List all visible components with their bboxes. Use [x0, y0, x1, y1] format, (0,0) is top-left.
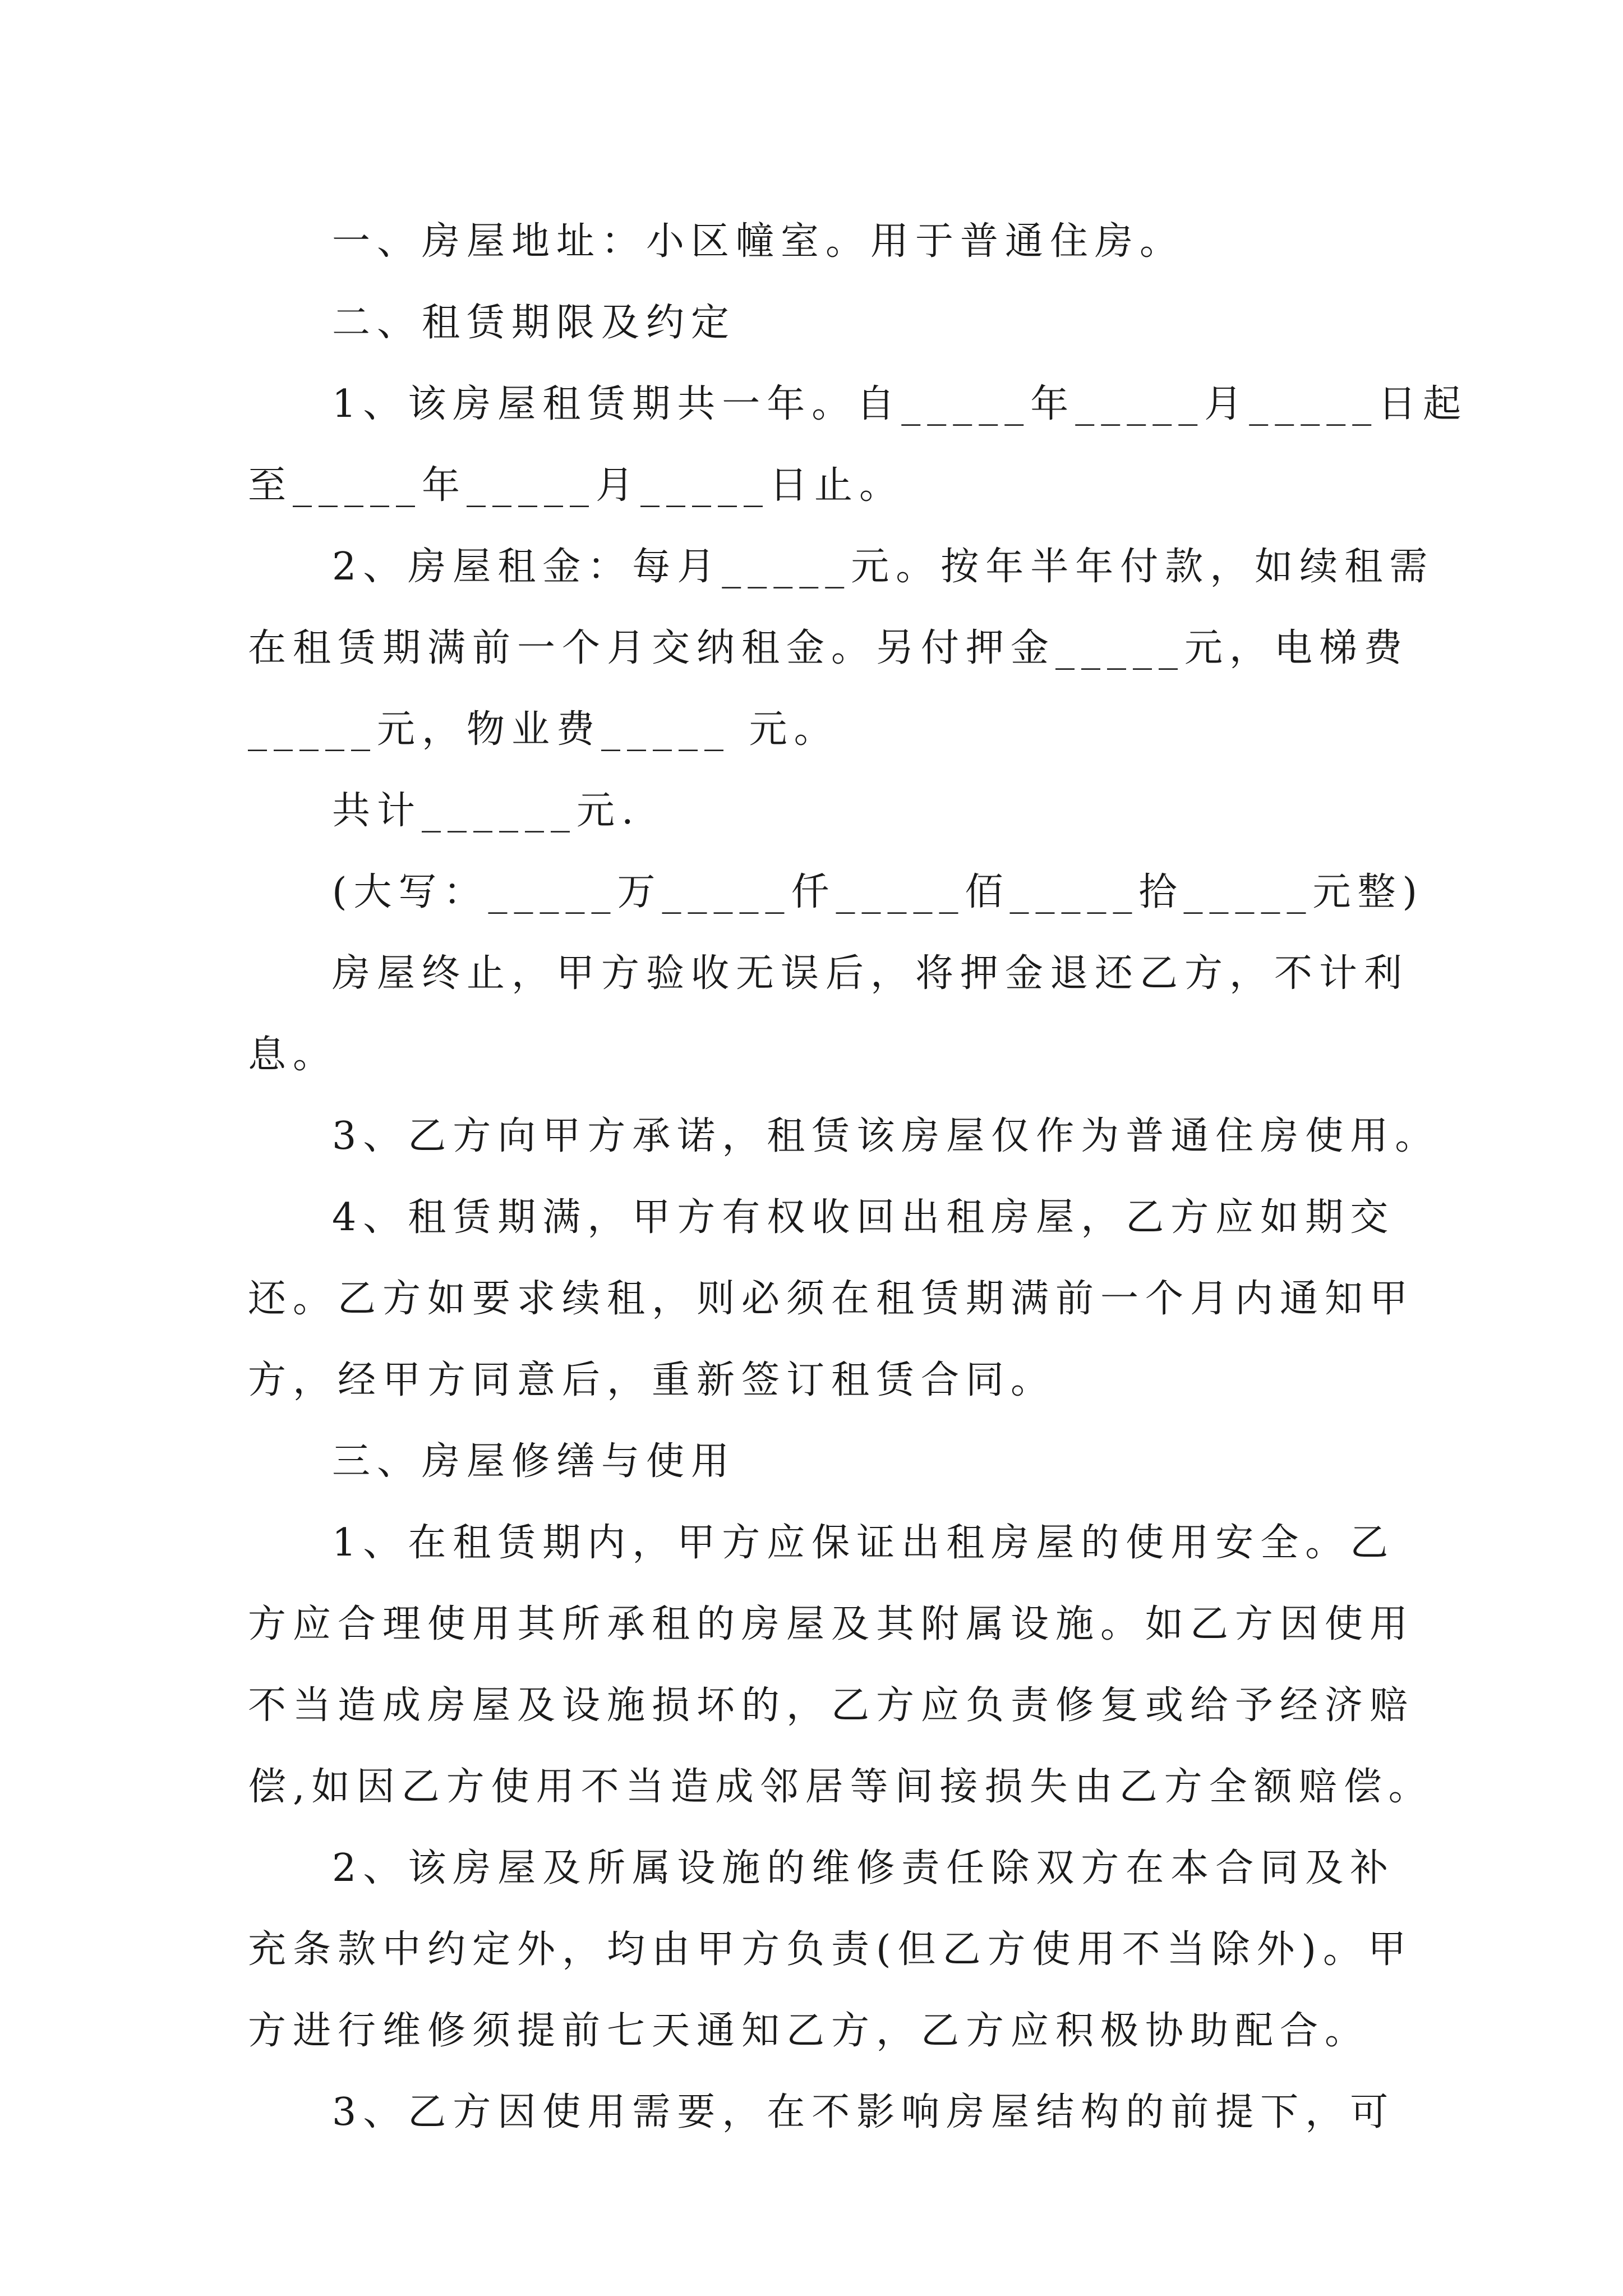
text-line: 一、房屋地址：小区幢室。用于普通住房。	[332, 219, 1185, 264]
text-line: 3、乙方因使用需要，在不影响房屋结构的前提下，可	[332, 2090, 1395, 2134]
text-line: 二、租赁期限及约定	[332, 301, 736, 345]
text-line: 还。乙方如要求续租，则必须在租赁期满前一个月内通知甲	[248, 1277, 1415, 1321]
text-line: 房屋终止，甲方验收无误后，将押金退还乙方，不计利	[332, 951, 1409, 996]
text-line: 4、租赁期满，甲方有权收回出租房屋，乙方应如期交	[332, 1195, 1395, 1240]
text-line: 方进行维修须提前七天通知乙方，乙方应积极协助配合。	[248, 2009, 1370, 2053]
text-line: 至_____年_____月_____日止。	[248, 463, 905, 508]
text-line: 不当造成房屋及设施损坏的，乙方应负责修复或给予经济赔	[248, 1683, 1415, 1728]
text-line: 2、房屋租金：每月_____元。按年半年付款，如续租需	[332, 545, 1435, 589]
document-body	[248, 201, 1468, 2153]
text-line: 3、乙方向甲方承诺，租赁该房屋仅作为普通住房使用。	[332, 1114, 1440, 1158]
text-line: 1、该房屋租赁期共一年。自_____年_____月_____日起	[332, 382, 1468, 426]
text-line: 息。	[248, 1033, 338, 1077]
text-line: 共计______元.	[332, 789, 640, 833]
text-line: (大写：_____万_____仟_____佰_____拾_____元整)	[332, 870, 1424, 914]
text-line: 方，经甲方同意后，重新签订租赁合同。	[248, 1358, 1056, 1402]
text-line: 在租赁期满前一个月交纳租金。另付押金_____元，电梯费	[248, 626, 1409, 670]
text-line: 充条款中约定外，均由甲方负责(但乙方使用不当除外)。甲	[248, 1927, 1413, 1972]
text-line: 方应合理使用其所承租的房屋及其附属设施。如乙方因使用	[248, 1602, 1415, 1646]
text-line: 偿,如因乙方使用不当造成邻居等间接损失由乙方全额赔偿。	[248, 1765, 1433, 1809]
text-line: 1、在租赁期内，甲方应保证出租房屋的使用安全。乙	[332, 1521, 1395, 1565]
text-line: _____元，物业费_____ 元。	[248, 707, 839, 752]
text-line: 三、房屋修缮与使用	[332, 1439, 736, 1484]
text-line: 2、该房屋及所属设施的维修责任除双方在本合同及补	[332, 1846, 1395, 1890]
